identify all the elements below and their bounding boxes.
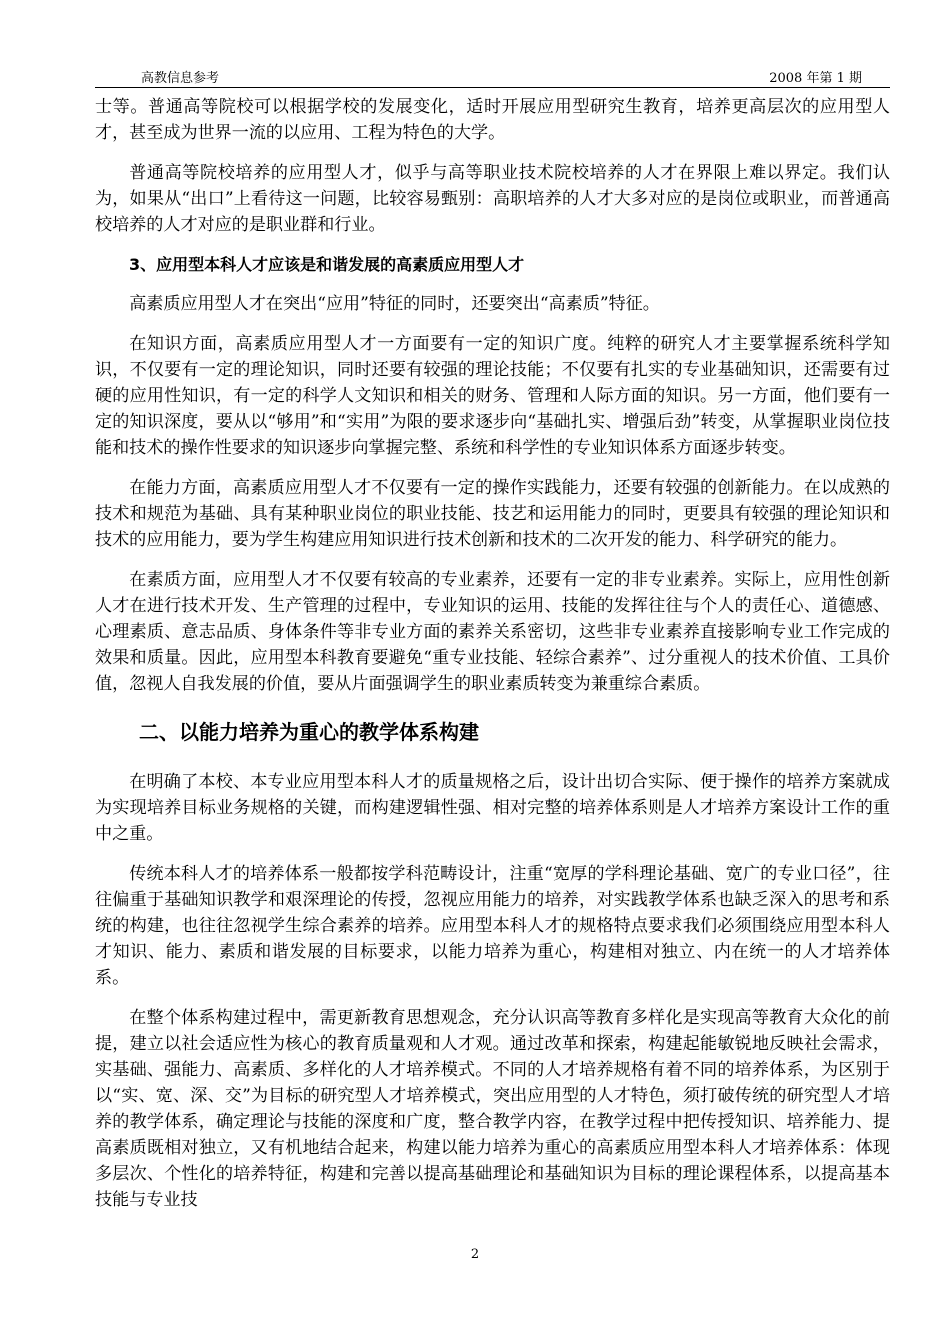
issue-label: 2008 年第 1 期 (769, 71, 862, 86)
journal-title: 高教信息参考 (141, 71, 220, 86)
paragraph: 普通高等院校培养的应用型人才，似乎与高等职业技术院校培养的人才在界限上难以界定。我们认为，如果从“出口”上看待这一问题，比较容易甄别：高职培养的人才大多对应的是岗位或职业，而普通高校培养的人才对应的是职业群和行业。 (95, 163, 890, 235)
page-number: 2 (470, 1247, 480, 1262)
article-body (95, 94, 890, 1227)
paragraph: 在能力方面，高素质应用型人才不仅要有一定的操作实践能力，还要有较强的创新能力。在以成熟的技术和规范为基础、具有某种职业岗位的职业技能、技艺和运用能力的同时，更要具有较强的理论知识和技术的应用能力，要为学生构建应用知识进行技术创新和技术的二次开发的能力、科学研究的能力。 (95, 478, 890, 550)
paragraph: 在素质方面，应用型人才不仅要有较高的专业素养，还要有一定的非专业素养。实际上，应用性创新人才在进行技术开发、生产管理的过程中，专业知识的运用、技能的发挥往往与个人的责任心、道德感、心理素质、意志品质、身体条件等非专业方面的素养关系密切，这些非专业素养直接影响专业工作完成的效果和质量。因此，应用型本科教育要避免“重专业技能、轻综合素养”、过分重视人的技术价值、工具价值，忽视人自我发展的价值，要从片面强调学生的职业素质转变为兼重综合素质。 (95, 570, 890, 694)
paragraph: 士等。普通高等院校可以根据学校的发展变化，适时开展应用型研究生教育，培养更高层次的应用型人才，甚至成为世界一流的以应用、工程为特色的大学。 (95, 97, 890, 143)
paragraph: 高素质应用型人才在突出“应用”特征的同时，还要突出“高素质”特征。 (129, 294, 660, 314)
page-header (95, 63, 890, 88)
paragraph: 在整个体系构建过程中，需更新教育思想观念，充分认识高等教育多样化是实现高等教育大众化的前提，建立以社会适应性为核心的教育质量观和人才观。通过改革和探索，构建起能敏锐地反映社会需求，实基础、强能力、高素质、多样化的人才培养模式。不同的人才培养规格有着不同的培养体系，为区别于以“实、宽、深、交”为目标的研究型人才培养模式，突出应用型的人才特色，须打破传统的研究型人才培养的教学体系，确定理论与技能的深度和广度，整合教学内容，在教学过程中把传授知识、培养能力、提高素质既相对独立，又有机地结合起来，构建以能力培养为重心的高素质应用型本科人才培养体系：体现多层次、个性化的培养特征，构建和完善以提高基础理论和基础知识为目标的理论课程体系，以提高基本技能与专业技 (95, 1008, 890, 1210)
paragraph: 传统本科人才的培养体系一般都按学科范畴设计，注重“宽厚的学科理论基础、宽广的专业口径”，往往偏重于基础知识教学和艰深理论的传授，忽视应用能力的培养，对实践教学体系也缺乏深入的思考和系统的构建，也往往忽视学生综合素养的培养。应用型本科人才的规格特点要求我们必须围绕应用型本科人才知识、能力、素质和谐发展的目标要求，以能力培养为重心，构建相对独立、内在统一的人才培养体系。 (95, 864, 890, 988)
section-heading: 二、以能力培养为重心的教学体系构建 (139, 720, 479, 744)
subsection-heading: 3、应用型本科人才应该是和谐发展的高素质应用型人才 (129, 255, 525, 274)
paragraph: 在知识方面，高素质应用型人才一方面要有一定的知识广度。纯粹的研究人才主要掌握系统科学知识，不仅要有一定的理论知识，同时还要有较强的理论技能；不仅要有扎实的专业基础知识，还需要有过硬的应用性知识，有一定的科学人文知识和相关的财务、管理和人际方面的知识。另一方面，他们要有一定的知识深度，要从以“够用”和“实用”为限的要求逐步向“基础扎实、增强后劲”转变，从掌握职业岗位技能和技术的操作性要求的知识逐步向掌握完整、系统和科学性的专业知识体系方面逐步转变。 (95, 334, 890, 458)
paragraph: 在明确了本校、本专业应用型本科人才的质量规格之后，设计出切合实际、便于操作的培养方案就成为实现培养目标业务规格的关键，而构建逻辑性强、相对完整的培养体系则是人才培养方案设计工作的重中之重。 (95, 772, 890, 844)
